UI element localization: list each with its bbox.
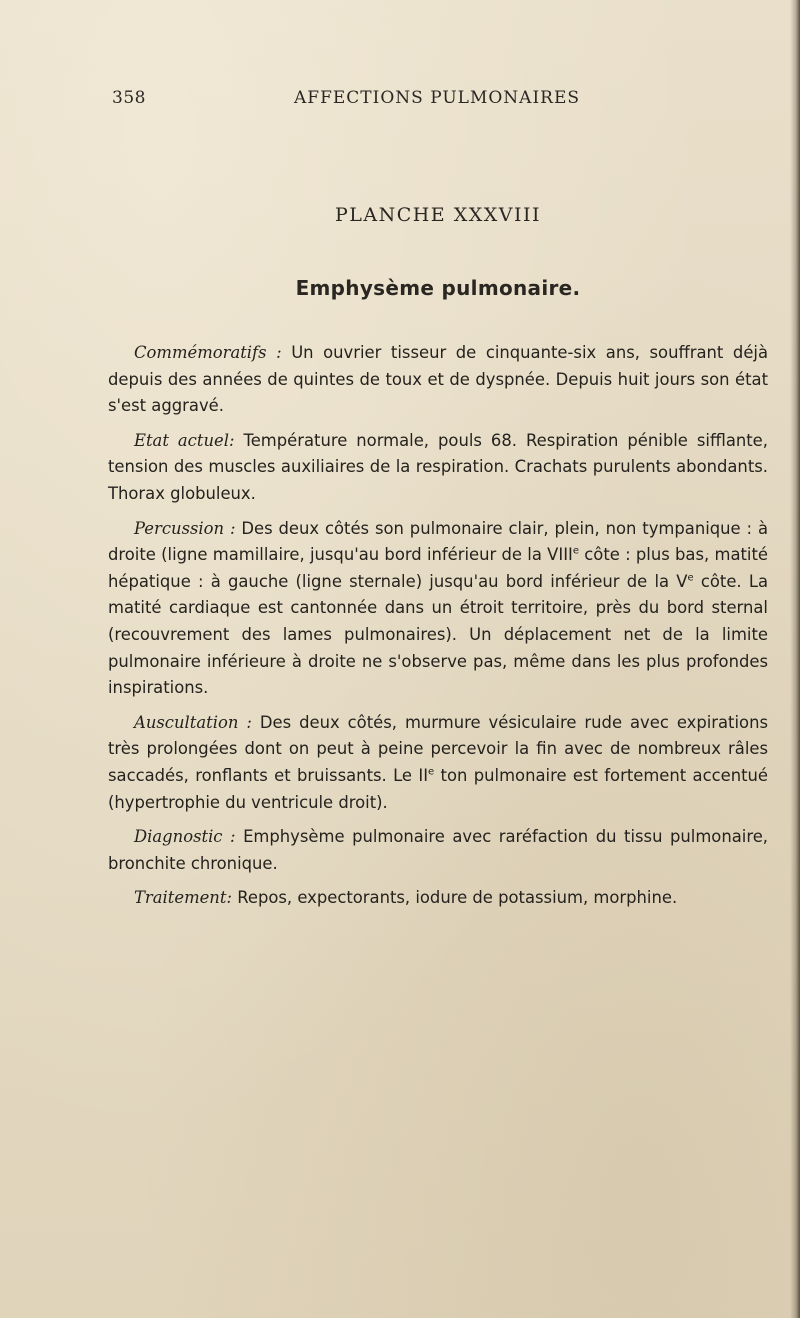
text-auscultation-a: Des deux côtés, murmure vésiculaire rude avec expirations très prolongées dont on peut à peine percevoir la fin avec de nombreux râles saccadés, ronflants et bruissants. Le II bbox=[108, 712, 768, 785]
label-auscultation: Auscultation : bbox=[134, 712, 252, 732]
subject-title: Emphysème pulmonaire. bbox=[295, 276, 581, 300]
page-edge-shadow bbox=[790, 0, 800, 1318]
superscript-percussion-a: e bbox=[572, 545, 580, 557]
label-traitement: Traitement: bbox=[134, 888, 232, 908]
label-commemoratifs: Commémoratifs : bbox=[134, 343, 282, 362]
paragraph-traitement bbox=[108, 885, 768, 912]
text-commemoratifs: Un ouvrier tisseur de cinquante-six ans, souffrant déjà depuis des années de quintes de toux et de dyspnée. Depuis huit jours son état s'est aggravé. bbox=[108, 343, 769, 416]
superscript-auscultation: e bbox=[428, 766, 435, 778]
paragraph-etat-actuel bbox=[108, 428, 768, 508]
paragraph-percussion bbox=[108, 516, 768, 702]
superscript-percussion-b: e bbox=[687, 572, 694, 584]
running-title: AFFECTIONS PULMONAIRES bbox=[294, 88, 581, 108]
text-percussion-b: côte : plus bas, matité hépatique : à gauche (ligne sternale) jusqu'au bord inférieur de la V bbox=[108, 545, 768, 591]
case-description bbox=[108, 340, 768, 920]
paragraph-auscultation bbox=[108, 710, 768, 816]
paragraph-commemoratifs bbox=[108, 340, 768, 420]
text-etat-actuel: Température normale, pouls 68. Respiration pénible sifflante, tension des muscles auxiliaires de la respiration. Crachats purulents abondants. Thorax globuleux. bbox=[108, 430, 768, 503]
paragraph-diagnostic bbox=[108, 824, 768, 877]
text-diagnostic: Emphysème pulmonaire avec raréfaction du tissu pulmonaire, bronchite chronique. bbox=[108, 827, 768, 873]
running-head bbox=[108, 88, 768, 112]
label-etat-actuel: Etat actuel: bbox=[134, 430, 235, 450]
plate-title: PLANCHE XXXVIII bbox=[334, 204, 542, 226]
label-percussion: Percussion : bbox=[134, 518, 236, 538]
page-number: 358 bbox=[112, 88, 146, 108]
label-diagnostic: Diagnostic : bbox=[134, 827, 236, 847]
text-percussion-a: Des deux côtés son pulmonaire clair, plein, non tympanique : à droite (ligne mamillaire, jusqu'au bord inférieur de la VIII bbox=[108, 518, 768, 565]
text-percussion-c: côte. La matité cardiaque est cantonnée dans un étroit territoire, près du bord sternal (recouvrement des lames pulmonaires). Un déplacement net de la limite pulmonaire inférieure à droite ne s'observe pas, même dans les plus profondes inspirations. bbox=[108, 571, 769, 698]
text-auscultation-b: ton pulmonaire est fortement accentué (hypertrophie du ventricule droit). bbox=[108, 765, 768, 812]
text-traitement: Repos, expectorants, iodure de potassium, morphine. bbox=[237, 888, 678, 908]
